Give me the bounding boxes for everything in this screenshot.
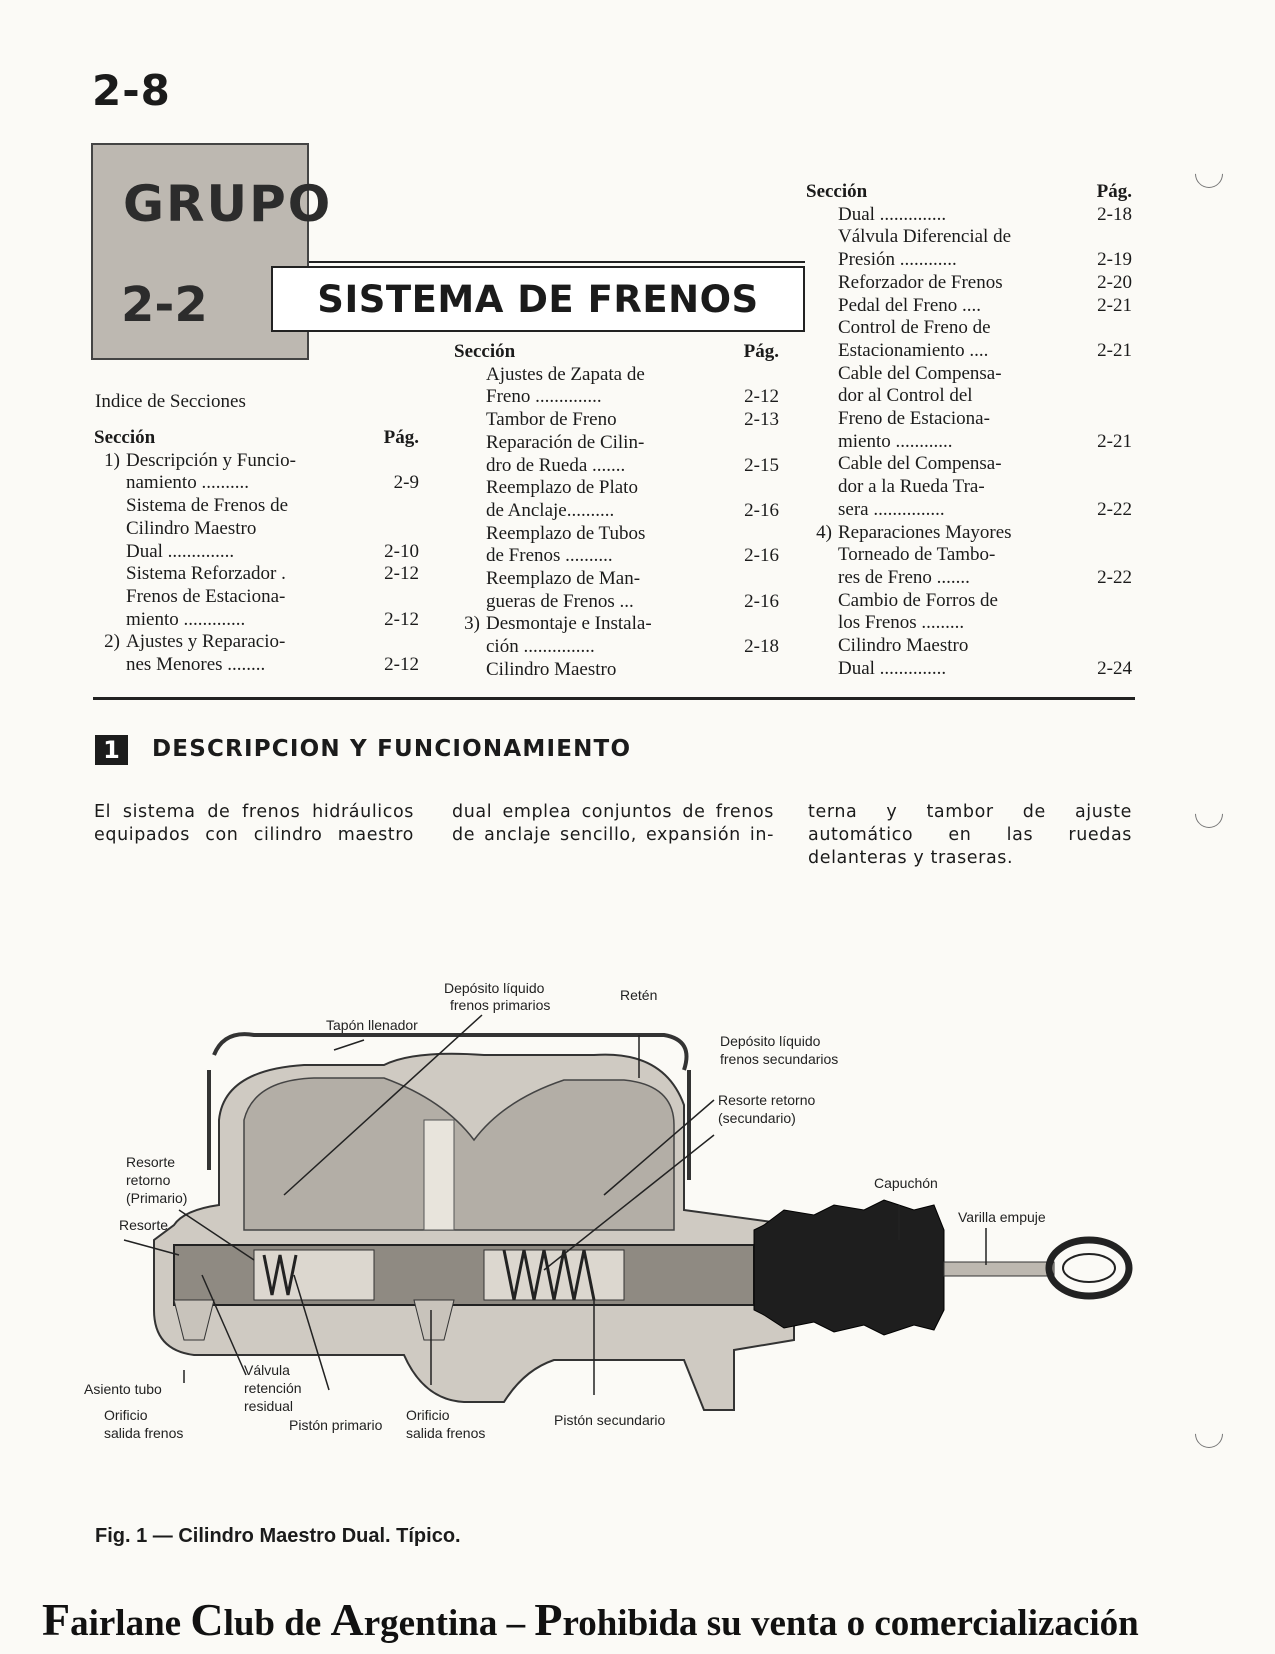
- toc-entry-text: Desmontaje e Instala-: [486, 613, 652, 635]
- toc-entry-text: gueras de Frenos ...: [486, 590, 634, 612]
- toc-entry-page: [1072, 226, 1132, 249]
- toc-page-header: Pág.: [383, 427, 419, 448]
- toc-entry: [454, 613, 779, 636]
- toc-entry-page: 2-22: [1097, 566, 1132, 588]
- label-reten: Retén: [620, 987, 658, 1003]
- toc-entry-number: [94, 472, 120, 495]
- toc-entry-page: [719, 659, 779, 682]
- footer-initial: F: [42, 1594, 71, 1645]
- toc-entry: [806, 499, 1132, 522]
- toc-entry-number: [454, 591, 480, 614]
- toc-header: [454, 341, 779, 364]
- toc-entry: [454, 409, 779, 432]
- toc-section-header: Sección: [454, 341, 516, 362]
- toc-entry-page: [1072, 635, 1132, 658]
- toc-entry-page: 2-18: [1097, 203, 1132, 225]
- toc-entry-text: Descripción y Funcio-: [126, 449, 296, 471]
- toc-entry-number: [806, 226, 832, 249]
- toc-entry-text: ción ...............: [486, 636, 595, 658]
- toc-entry: [806, 272, 1132, 295]
- toc-entry-number: [806, 635, 832, 658]
- label-capuchon: Capuchón: [874, 1175, 938, 1191]
- description-column-3: terna y tambor de ajuste automático en las ruedas delanteras y traseras.: [808, 802, 1132, 868]
- toc-entry: [806, 204, 1132, 227]
- toc-entry-text: Dual ..............: [838, 203, 947, 225]
- toc-entry-text: Sistema de Frenos de: [126, 495, 289, 517]
- toc-entry-page: [719, 523, 779, 546]
- toc-entry-page: [1072, 522, 1132, 545]
- label-deposito-primario: Depósito líquido: [444, 980, 545, 996]
- toc-entry-number: [806, 590, 832, 613]
- toc-entry: [806, 408, 1132, 431]
- toc-entry-text: Cable del Compensa-: [838, 453, 1002, 475]
- description-column-1: El sistema de frenos hidráulicos equipados con cilindro maestro: [94, 802, 414, 845]
- toc-entry: [454, 591, 779, 614]
- toc-header: [806, 181, 1132, 204]
- toc-entry-number: [806, 204, 832, 227]
- toc-entry: [806, 476, 1132, 499]
- toc-column-1: [94, 427, 419, 677]
- toc-entry-number: [454, 477, 480, 500]
- toc-entry-number: [806, 499, 832, 522]
- toc-entry: [94, 563, 419, 586]
- toc-entry-text: res de Freno .......: [838, 566, 970, 588]
- toc-entry-text: de Anclaje..........: [486, 499, 615, 521]
- title-rule: [309, 261, 805, 263]
- label-orificio-1: Orificio: [104, 1407, 148, 1423]
- label-piston-primario: Pistón primario: [289, 1417, 383, 1433]
- toc-entry-page: [1072, 385, 1132, 408]
- toc-entry: [806, 317, 1132, 340]
- toc-entry-number: [454, 455, 480, 478]
- footer-text: rgentina –: [363, 1603, 535, 1644]
- toc-title: Indice de Secciones: [95, 391, 246, 412]
- figure-caption: Fig. 1 — Cilindro Maestro Dual. Típico.: [95, 1525, 461, 1547]
- group-label: GRUPO: [123, 175, 333, 233]
- toc-entry-text: dor al Control del: [838, 385, 973, 407]
- label-orificio-1: salida frenos: [104, 1425, 184, 1441]
- toc-entry-page: 2-10: [384, 540, 419, 562]
- toc-entry-page: 2-24: [1097, 657, 1132, 679]
- toc-entry: [94, 472, 419, 495]
- toc-entry-number: [454, 409, 480, 432]
- toc-entry-page: 2-21: [1097, 294, 1132, 316]
- toc-entry-text: namiento ..........: [126, 472, 249, 494]
- toc-entry: [806, 295, 1132, 318]
- toc-entry-text: Cilindro Maestro: [486, 658, 617, 680]
- toc-entry-number: [454, 500, 480, 523]
- label-orificio-2: salida frenos: [406, 1425, 486, 1441]
- toc-entry: [454, 659, 779, 682]
- toc-entry-number: [806, 295, 832, 318]
- toc-entry: [454, 568, 779, 591]
- toc-entry-page: [359, 495, 419, 518]
- toc-entry-page: [1072, 453, 1132, 476]
- toc-entry-number: [806, 476, 832, 499]
- toc-entry: [806, 385, 1132, 408]
- toc-entry-page: [1072, 408, 1132, 431]
- toc-entry: [454, 432, 779, 455]
- toc-entry-page: [1072, 612, 1132, 635]
- label-valvula: Válvula: [244, 1362, 290, 1378]
- toc-entry-text: los Frenos .........: [838, 612, 965, 634]
- toc-entry-page: 2-12: [384, 654, 419, 676]
- toc-entry-text: Dual ..............: [126, 540, 235, 562]
- toc-entry-text: Presión ............: [838, 249, 957, 271]
- toc-entry-number: [94, 586, 120, 609]
- toc-entry: [94, 586, 419, 609]
- toc-entry-text: Control de Freno de: [838, 317, 991, 339]
- label-deposito-primario: frenos primarios: [450, 997, 551, 1013]
- toc-entry: [94, 541, 419, 564]
- toc-entry-number: [94, 518, 120, 541]
- toc-entry: [806, 226, 1132, 249]
- toc-entry-page: 2-16: [744, 499, 779, 521]
- toc-entry-number: [94, 541, 120, 564]
- toc-entry: [806, 544, 1132, 567]
- toc-entry-number: [806, 385, 832, 408]
- toc-entry-page: [719, 364, 779, 387]
- toc-entry-text: Sistema Reforzador .: [126, 563, 286, 585]
- punch-hole-icon: [1189, 794, 1229, 834]
- toc-entry-text: miento ............: [838, 430, 953, 452]
- label-orificio-2: Orificio: [406, 1407, 450, 1423]
- label-tapon: Tapón llenador: [326, 1017, 418, 1033]
- toc-entry-page: 2-22: [1097, 498, 1132, 520]
- title-box: [271, 266, 805, 332]
- toc-entry-page: 2-19: [1097, 249, 1132, 271]
- toc-entry-page: 2-16: [744, 590, 779, 612]
- section-divider: [93, 697, 1135, 700]
- footer-text: lub de: [223, 1603, 331, 1644]
- toc-entry-number: [806, 317, 832, 340]
- toc-entry-number: [454, 364, 480, 387]
- toc-entry-page: [1072, 476, 1132, 499]
- toc-entry: [94, 654, 419, 677]
- toc-entry-number: [454, 545, 480, 568]
- toc-entry-number: [806, 567, 832, 590]
- toc-entry-text: Frenos de Estaciona-: [126, 585, 286, 607]
- toc-entry-page: 2-15: [744, 454, 779, 476]
- toc-entry-number: [94, 495, 120, 518]
- toc-entry-page: [1072, 363, 1132, 386]
- toc-entry-page: [719, 613, 779, 636]
- toc-entry-text: Ajustes y Reparacio-: [126, 631, 286, 653]
- toc-entry-number: 1): [104, 449, 120, 471]
- toc-entry-text: nes Menores ........: [126, 654, 266, 676]
- toc-entry-number: [806, 249, 832, 272]
- toc-entry-text: Válvula Diferencial de: [838, 226, 1012, 248]
- toc-entry: [454, 523, 779, 546]
- toc-entry: [454, 364, 779, 387]
- label-resorte-secundario: (secundario): [718, 1110, 796, 1126]
- toc-entry-page: [359, 586, 419, 609]
- toc-entry-page: 2-18: [744, 636, 779, 658]
- toc-entry-number: [454, 386, 480, 409]
- footer-text: rohibida su venta o comercialización: [562, 1603, 1139, 1644]
- toc-entry-text: Reparaciones Mayores: [838, 521, 1012, 543]
- label-resorte-primario: retorno: [126, 1172, 171, 1188]
- label-valvula: residual: [244, 1398, 294, 1414]
- toc-section-header: Sección: [94, 427, 156, 448]
- master-cylinder-figure: [84, 980, 1164, 1510]
- toc-entry-text: Freno ..............: [486, 386, 602, 408]
- label-varilla: Varilla empuje: [958, 1209, 1046, 1225]
- toc-entry-number: 2): [104, 631, 120, 653]
- toc-entry-number: [454, 636, 480, 659]
- toc-entry: [806, 612, 1132, 635]
- toc-entry-text: Reemplazo de Man-: [486, 568, 641, 590]
- toc-entry-page: [719, 477, 779, 500]
- toc-entry-page: [1072, 544, 1132, 567]
- toc-entry-page: [719, 432, 779, 455]
- section-number-badge: 1: [95, 735, 128, 765]
- toc-entry-number: [806, 658, 832, 681]
- toc-entry-number: [806, 431, 832, 454]
- toc-entry-page: 2-16: [744, 545, 779, 567]
- toc-entry-number: [806, 544, 832, 567]
- label-valvula: retención: [244, 1380, 302, 1396]
- toc-entry-text: Estacionamiento ....: [838, 339, 989, 361]
- page-number: 2-8: [92, 66, 171, 115]
- toc-entry-text: de Frenos ..........: [486, 545, 613, 567]
- footer-notice: [42, 1593, 1242, 1646]
- toc-entry: [454, 386, 779, 409]
- toc-entry-page: [359, 450, 419, 473]
- label-asiento: Asiento tubo: [84, 1381, 162, 1397]
- toc-entry: [94, 609, 419, 632]
- toc-page-header: Pág.: [743, 341, 779, 362]
- punch-hole-icon: [1189, 154, 1229, 194]
- toc-entry-number: [806, 340, 832, 363]
- toc-entry-number: 3): [464, 613, 480, 635]
- toc-entry-text: Reemplazo de Tubos: [486, 522, 646, 544]
- label-piston-secundario: Pistón secundario: [554, 1412, 666, 1428]
- toc-entry-text: Ajustes de Zapata de: [486, 363, 645, 385]
- toc-entry-number: [94, 654, 120, 677]
- toc-entry: [806, 635, 1132, 658]
- toc-entry-text: Cilindro Maestro: [838, 635, 969, 657]
- toc-section-header: Sección: [806, 181, 868, 202]
- group-number: 2-2: [121, 277, 208, 333]
- toc-entry-page: 2-12: [384, 608, 419, 630]
- description-column-2: dual emplea conjuntos de frenos de anclaje sencillo, expansión in-: [452, 802, 774, 845]
- toc-entry-number: [454, 568, 480, 591]
- toc-entry: [94, 495, 419, 518]
- toc-entry: [806, 431, 1132, 454]
- toc-page-header: Pág.: [1096, 181, 1132, 202]
- toc-entry: [806, 658, 1132, 681]
- toc-entry-text: Reforzador de Frenos: [838, 271, 1003, 293]
- toc-entry: [94, 450, 419, 473]
- toc-entry-text: Cable del Compensa-: [838, 362, 1002, 384]
- label-resorte-primario: Resorte: [126, 1154, 176, 1170]
- toc-entry-page: 2-21: [1097, 339, 1132, 361]
- toc-entry-number: [806, 453, 832, 476]
- toc-entry-number: [806, 272, 832, 295]
- toc-entry-text: miento .............: [126, 608, 246, 630]
- toc-entry-page: [1072, 590, 1132, 613]
- toc-entry-number: [806, 363, 832, 386]
- toc-entry-number: 4): [816, 521, 832, 543]
- toc-entry-text: Cambio de Forros de: [838, 589, 998, 611]
- toc-entry: [454, 455, 779, 478]
- toc-entry-text: Reemplazo de Plato: [486, 477, 638, 499]
- label-resorte-secundario: Resorte retorno: [718, 1092, 816, 1108]
- toc-entry-text: Dual ..............: [838, 657, 947, 679]
- toc-entry-page: [359, 631, 419, 654]
- toc-entry-text: dro de Rueda .......: [486, 454, 626, 476]
- toc-entry: [806, 590, 1132, 613]
- toc-entry-number: [94, 563, 120, 586]
- toc-entry: [806, 249, 1132, 272]
- toc-entry-page: 2-12: [744, 386, 779, 408]
- toc-entry-text: Torneado de Tambo-: [838, 544, 996, 566]
- toc-entry: [806, 522, 1132, 545]
- footer-initial: C: [190, 1594, 224, 1645]
- toc-entry-text: Reparación de Cilin-: [486, 431, 645, 453]
- toc-entry-text: Tambor de Freno: [486, 409, 617, 431]
- toc-entry-page: [719, 568, 779, 591]
- toc-entry: [454, 545, 779, 568]
- toc-entry-page: [359, 518, 419, 541]
- chapter-title: SISTEMA DE FRENOS: [317, 277, 759, 321]
- toc-entry-page: 2-20: [1097, 271, 1132, 293]
- toc-entry-text: sera ...............: [838, 498, 945, 520]
- label-resorte-primario: (Primario): [126, 1190, 188, 1206]
- section-title: DESCRIPCION Y FUNCIONAMIENTO: [152, 736, 632, 762]
- toc-entry-page: [1072, 317, 1132, 340]
- footer-text: airlane: [70, 1603, 191, 1644]
- label-deposito-secundario: frenos secundarios: [720, 1051, 839, 1067]
- toc-entry: [806, 340, 1132, 363]
- toc-header: [94, 427, 419, 450]
- toc-column-3: [806, 181, 1132, 680]
- label-resorte: Resorte: [119, 1217, 169, 1233]
- toc-entry: [806, 363, 1132, 386]
- footer-initial: P: [534, 1594, 563, 1645]
- toc-entry: [454, 500, 779, 523]
- label-deposito-secundario: Depósito líquido: [720, 1033, 821, 1049]
- toc-entry: [94, 631, 419, 654]
- toc-entry-page: 2-9: [393, 472, 419, 494]
- toc-entry-text: Pedal del Freno ....: [838, 294, 982, 316]
- toc-entry: [94, 518, 419, 541]
- toc-entry-text: dor a la Rueda Tra-: [838, 476, 985, 498]
- toc-column-2: [454, 341, 779, 682]
- toc-entry-number: [454, 659, 480, 682]
- punch-hole-icon: [1189, 1414, 1229, 1454]
- toc-entry-number: [454, 432, 480, 455]
- toc-entry-text: Freno de Estaciona-: [838, 408, 990, 430]
- toc-entry: [454, 477, 779, 500]
- toc-entry-page: 2-21: [1097, 430, 1132, 452]
- toc-entry-number: [806, 612, 832, 635]
- footer-initial: A: [330, 1594, 364, 1645]
- toc-entry-number: [806, 408, 832, 431]
- toc-entry: [806, 453, 1132, 476]
- toc-entry-page: 2-13: [744, 409, 779, 431]
- toc-entry-number: [454, 523, 480, 546]
- toc-entry: [454, 636, 779, 659]
- toc-entry-number: [94, 609, 120, 632]
- toc-entry-text: Cilindro Maestro: [126, 517, 257, 539]
- toc-entry-page: 2-12: [384, 563, 419, 585]
- toc-entry: [806, 567, 1132, 590]
